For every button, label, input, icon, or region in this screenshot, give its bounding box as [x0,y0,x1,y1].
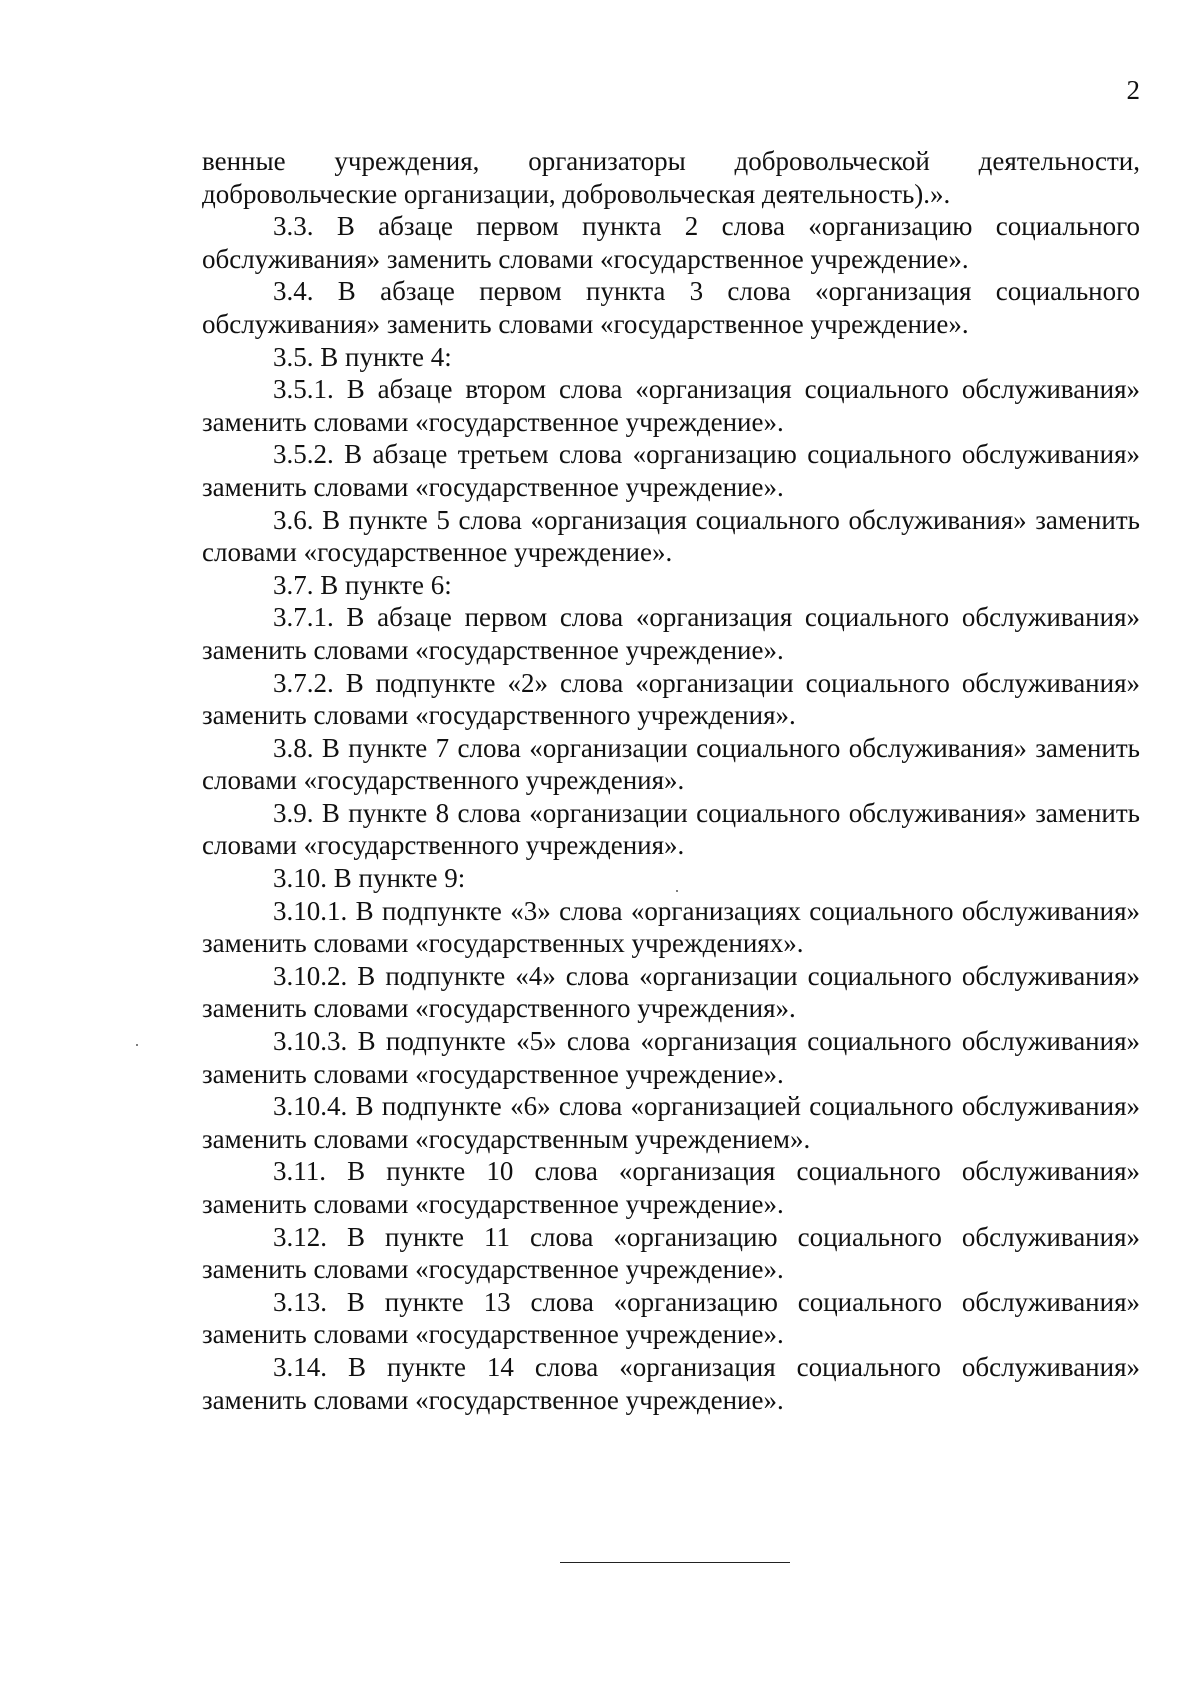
paragraph: венные учреждения, организаторы добровольческой деятельности, добровольческие организации, добровольческая деятельность).». [202,146,1140,209]
paragraph: 3.11. В пункте 10 слова «организация социального обслуживания» заменить словами «государственное учреждение». [202,1156,1140,1219]
paragraph: 3.4. В абзаце первом пункта 3 слова «организация социального обслуживания» заменить словами «государственное учреждение». [202,276,1140,339]
paragraph: 3.12. В пункте 11 слова «организацию социального обслуживания» заменить словами «государственное учреждение». [202,1221,1140,1285]
scan-speck [136,1044,138,1046]
paragraph: 3.6. В пункте 5 слова «организация социального обслуживания» заменить словами «государственное учреждение». [202,504,1140,568]
paragraph: 3.8. В пункте 7 слова «организации социального обслуживания» заменить словами «государственного учреждения». [202,732,1140,796]
paragraph: 3.3. В абзаце первом пункта 2 слова «организацию социального обслуживания» заменить словами «государственное учреждение». [202,211,1140,274]
paragraph: 3.10.2. В подпункте «4» слова «организации социального обслуживания» заменить словами «государственного учреждения». [202,960,1140,1024]
paragraph: 3.10. В пункте 9: [273,863,466,894]
paragraph: 3.7.1. В абзаце первом слова «организация социального обслуживания» заменить словами «государственное учреждение». [202,602,1140,665]
paragraph: 3.10.1. В подпункте «3» слова «организациях социального обслуживания» заменить словами «государственных учреждениях». [202,895,1140,959]
paragraph: 3.7.2. В подпункте «2» слова «организации социального обслуживания» заменить словами «государственного учреждения». [202,667,1140,731]
paragraph: 3.14. В пункте 14 слова «организация социального обслуживания» заменить словами «государственное учреждение». [202,1351,1140,1415]
paragraph: 3.5.1. В абзаце втором слова «организация социального обслуживания» заменить словами «государственное учреждение». [202,374,1140,437]
paragraph: 3.13. В пункте 13 слова «организацию социального обслуживания» заменить словами «государственное учреждение». [202,1286,1140,1350]
page-number: 2 [1126,75,1140,105]
paragraph: 3.7. В пункте 6: [273,569,452,600]
document-body [202,145,1140,1416]
paragraph: 3.5. В пункте 4: [273,341,452,372]
scan-speck [676,890,678,892]
closing-divider [560,1562,790,1563]
paragraph: 3.5.2. В абзаце третьем слова «организацию социального обслуживания» заменить словами «государственное учреждение». [202,439,1140,502]
paragraph: 3.10.4. В подпункте «6» слова «организацией социального обслуживания» заменить словами «государственным учреждением». [202,1091,1140,1154]
paragraph: 3.10.3. В подпункте «5» слова «организация социального обслуживания» заменить словами «государственное учреждение». [202,1026,1140,1089]
paragraph: 3.9. В пункте 8 слова «организации социального обслуживания» заменить словами «государственного учреждения». [202,797,1140,861]
